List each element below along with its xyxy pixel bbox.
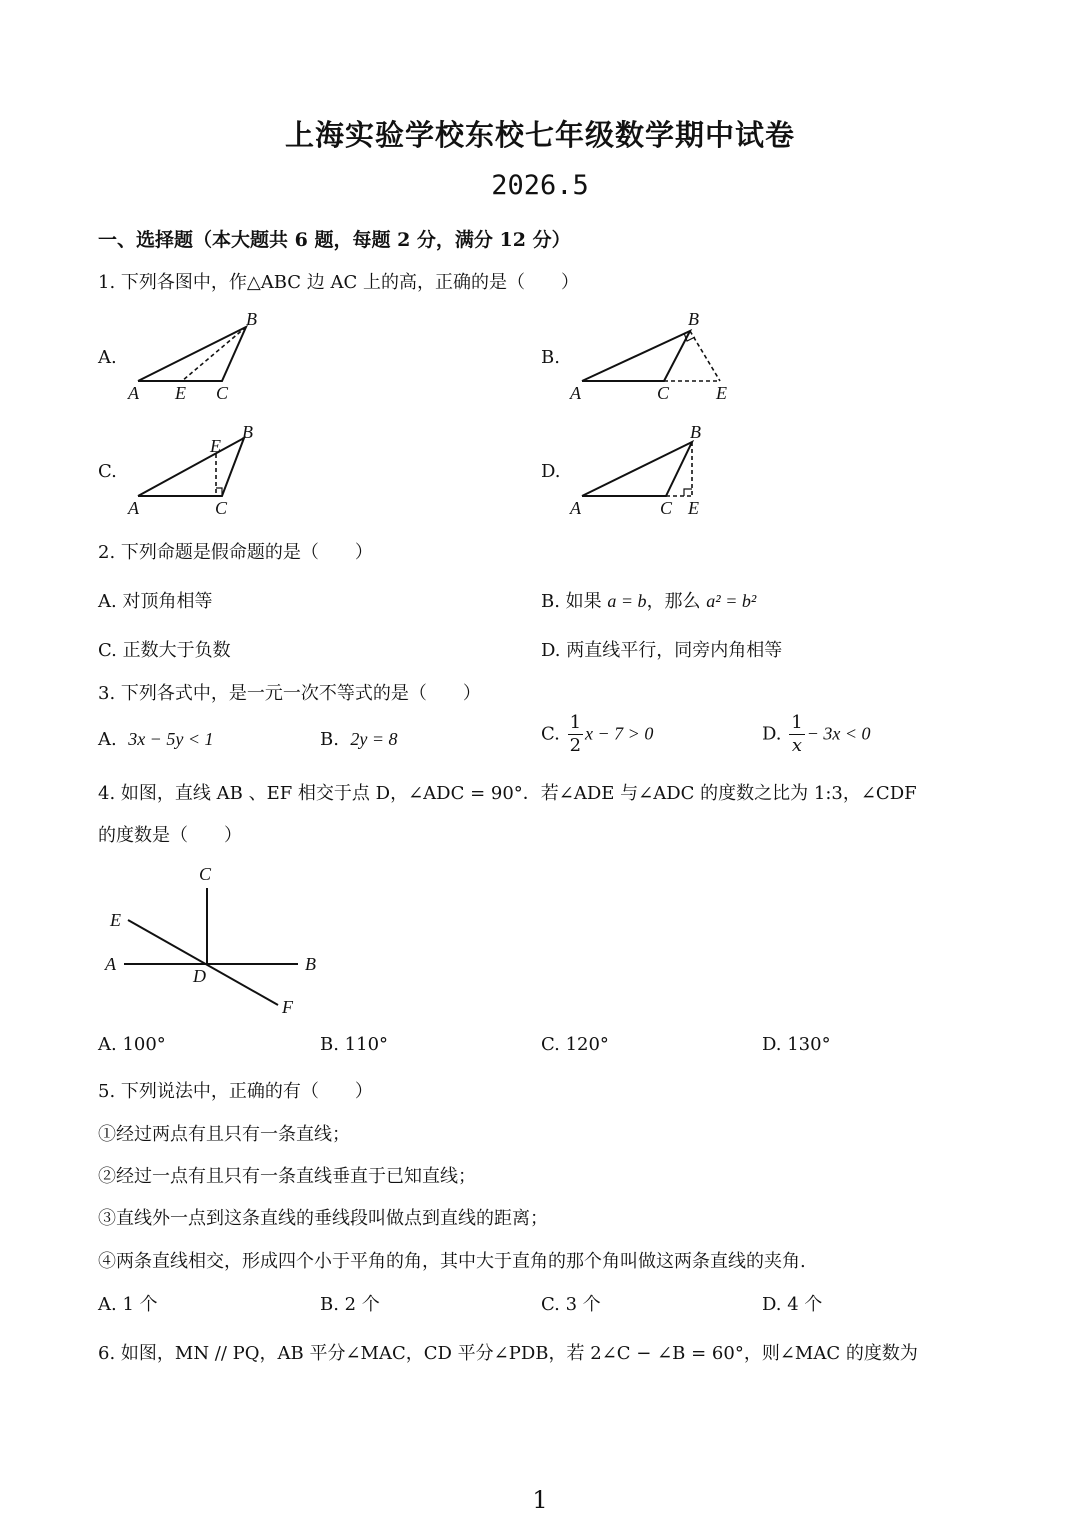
fig-c-label-e: E: [210, 436, 221, 456]
fig-b-label-c: C: [657, 383, 670, 403]
q3-option-b: [320, 729, 398, 750]
q3-d-numerator: 1: [791, 712, 803, 733]
q3-option-a-expr: 3x − 5y < 1: [128, 729, 214, 749]
fig-c-label-c: C: [215, 498, 228, 518]
q3-option-d-expr: − 3x < 0: [806, 723, 871, 744]
q4-fig-label-d: D: [193, 966, 206, 986]
q4-fig-label-e: E: [110, 910, 121, 930]
q5-option-d: D. 4 个: [762, 1294, 823, 1315]
q2-option-d: D. 两直线平行，同旁内角相等: [541, 640, 783, 661]
q2-option-b-condition: a = b: [607, 591, 647, 611]
q2-option-c: C. 正数大于负数: [98, 640, 231, 661]
q5-option-a: A. 1 个: [98, 1294, 158, 1315]
q3-d-denominator: x: [791, 735, 803, 756]
q5-statement-2: ②经过一点有且只有一条直线垂直于已知直线；: [98, 1166, 476, 1187]
q1-option-c-label: C.: [98, 461, 117, 482]
q1-figure-d: [560, 418, 740, 518]
q3-option-c: [541, 714, 653, 755]
q5-option-c: C. 3 个: [541, 1294, 601, 1315]
q3-option-c-fraction: [568, 714, 583, 755]
fig-c-label-b: B: [242, 422, 253, 442]
fig-d-label-e: E: [688, 498, 699, 518]
q3-c-denominator: 2: [569, 735, 582, 756]
q5-statement-4: ④两条直线相交，形成四个小于平角的角，其中大于直角的那个角叫做这两条直线的夹角.: [98, 1251, 806, 1272]
exam-date: 2026.5: [491, 170, 589, 201]
q3-option-a-label: A.: [98, 729, 117, 750]
question-4-stem-line1: 4. 如图，直线 AB 、EF 相交于点 D，∠ADC = 90°．若∠ADE 与∠ADC 的度数之比为 1:3，∠CDF: [98, 783, 917, 804]
q3-option-b-expr: 2y = 8: [350, 729, 398, 749]
fig-a-label-b: B: [246, 309, 257, 329]
q1-option-d-label: D.: [541, 461, 561, 482]
q4-option-c: C. 120°: [541, 1034, 609, 1055]
fig-d-label-a: A: [570, 498, 581, 518]
question-4-stem-line2: 的度数是（ ）: [98, 825, 242, 846]
fig-b-label-b: B: [688, 309, 699, 329]
q3-option-b-label: B.: [320, 729, 339, 750]
q3-option-a: [98, 729, 213, 750]
q4-fig-label-a: A: [105, 954, 116, 974]
fig-d-label-b: B: [690, 422, 701, 442]
q3-c-numerator: 1: [569, 712, 582, 733]
q3-option-c-label: C.: [541, 723, 560, 745]
fig-a-label-a: A: [128, 383, 139, 403]
q1-figure-a: [120, 303, 280, 403]
q1-option-b-label: B.: [541, 347, 560, 368]
q4-option-d: D. 130°: [762, 1034, 831, 1055]
q4-option-b: B. 110°: [320, 1034, 389, 1055]
question-1-stem: 1. 下列各图中，作△ABC 边 AC 上的高，正确的是（ ）: [98, 272, 580, 293]
fig-d-label-c: C: [660, 498, 673, 518]
q2-option-a: A. 对顶角相等: [98, 591, 213, 612]
q3-option-c-expr: x − 7 > 0: [585, 723, 654, 744]
question-3-stem: 3. 下列各式中，是一元一次不等式的是（ ）: [98, 683, 481, 704]
q4-fig-label-f: F: [282, 997, 293, 1017]
q3-option-d-fraction: [789, 714, 804, 755]
q2-option-b-prefix: B. 如果: [541, 591, 602, 612]
q2-option-b-result: a² = b²: [706, 591, 757, 611]
q4-fig-label-c: C: [199, 864, 212, 884]
q5-statement-3: ③直线外一点到这条直线的垂线段叫做点到直线的距离；: [98, 1208, 548, 1229]
fig-a-label-c: C: [216, 383, 229, 403]
q2-option-b-then: ，那么: [646, 591, 701, 612]
question-6-stem: 6. 如图，MN // PQ，AB 平分∠MAC，CD 平分∠PDB，若 2∠C − ∠B = 60°，则∠MAC 的度数为: [98, 1343, 918, 1364]
q5-statement-1: ①经过两点有且只有一条直线；: [98, 1124, 350, 1145]
fig-b-label-a: A: [570, 383, 581, 403]
question-2-stem: 2. 下列命题是假命题的是（ ）: [98, 542, 373, 563]
fig-b-label-e: E: [716, 383, 727, 403]
section-heading: 一、选择题（本大题共 6 题，每题 2 分，满分 12 分）: [98, 229, 571, 251]
fig-c-label-a: A: [128, 498, 139, 518]
q5-option-b: B. 2 个: [320, 1294, 380, 1315]
q1-option-a-label: A.: [98, 347, 117, 368]
page-title: 上海实验学校东校七年级数学期中试卷: [284, 118, 795, 152]
q4-figure: [100, 860, 330, 1020]
fig-a-label-e: E: [175, 383, 186, 403]
q4-option-a: A. 100°: [98, 1034, 166, 1055]
q1-figure-c: [120, 418, 280, 518]
q4-fig-label-b: B: [305, 954, 316, 974]
q3-option-d-label: D.: [762, 723, 782, 745]
q1-figure-b: [560, 303, 750, 403]
q3-option-d: [762, 714, 871, 755]
page-number: 1: [532, 1486, 548, 1514]
q2-option-b: [541, 587, 756, 613]
question-5-stem: 5. 下列说法中，正确的有（ ）: [98, 1081, 373, 1102]
